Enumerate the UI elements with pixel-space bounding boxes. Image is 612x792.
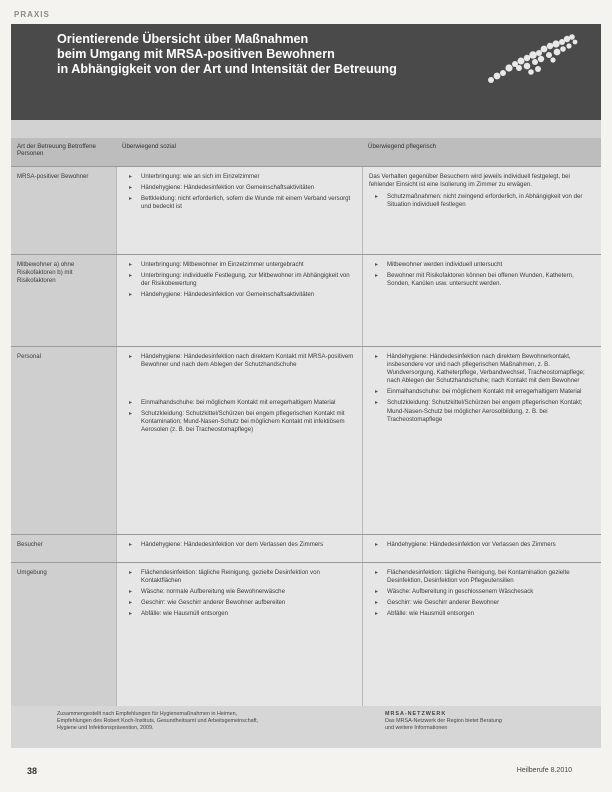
row-label: Mitbewohner a) ohne Risikofaktoren b) mit Risikofaktoren xyxy=(11,255,116,346)
page-title xyxy=(57,32,467,77)
nursing-cell xyxy=(362,167,601,254)
network-title: MRSA-NETZWERK xyxy=(385,711,447,717)
list-item: ▸ Händehygiene: Händedesinfektion nach direktem Bewohnerkontakt, insbesondere vor und nach pflegerischen Maßnahmen, z. B. Wundversorgung, Katheterpflege, Verbandwechsel, Tracheostomapflege; nach Ablegen der Schutzhandschuhe; nach Kontakt mit dem Bewohner xyxy=(369,353,595,385)
list-item: ▸ Wäsche: normale Aufbereitung wie Bewohnerwäsche xyxy=(123,588,356,596)
network-line: und weitere Informationen xyxy=(385,725,448,732)
list-item: ▸ Einmalhandschuhe: bei möglichem Kontakt mit erregerhaltigem Material xyxy=(123,399,356,407)
list-item: ▸ Einmalhandschuhe: bei möglichem Kontakt mit erregerhaltigem Material xyxy=(369,388,595,396)
network-note xyxy=(385,711,595,733)
list-item: ▸ Schutzkleidung: Schutzkittel/Schürzen bei engem pflegerischen Kontakt; Mund-Nasen-Schutz bei möglicher Aerosolbildung, z. B. bei Tracheostomapflege xyxy=(369,399,595,423)
social-cell xyxy=(116,535,362,562)
nursing-cell xyxy=(362,563,601,706)
list-item: ▸ Flächendesinfektion: tägliche Reinigung, bei Kontamination gezielte Desinfektion, Desinfektion von Pflegeutensilien xyxy=(369,569,595,585)
intro-bar xyxy=(11,120,601,138)
header-social: Überwiegend sozial xyxy=(122,143,176,150)
list-item: ▸ Flächendesinfektion: tägliche Reinigung, gezielte Desinfektion von Kontaktflächen xyxy=(123,569,356,585)
list-item: ▸ Mitbewohner werden individuell untersucht xyxy=(369,261,595,269)
list-item: ▸ Händehygiene: Händedesinfektion nach direktem Kontakt mit MRSA-positivem Bewohner und nach dem Ablegen der Schutzhandschuhe xyxy=(123,353,356,369)
source-line: Zusammengestellt nach Empfehlungen für Hygienemaßnahmen in Heimen, xyxy=(57,711,238,717)
section-label: PRAXIS xyxy=(14,10,50,19)
header-nursing: Überwiegend pflegerisch xyxy=(368,143,437,150)
title-line: Orientierende Übersicht über Maßnahmen xyxy=(57,32,309,46)
page-number: 38 xyxy=(27,766,38,776)
source-note xyxy=(57,711,357,733)
source-line: Hygiene und Infektionsprävention, 2009. xyxy=(57,725,154,732)
list-item: ▸ Händehygiene: Händedesinfektion vor Verlassen des Zimmers xyxy=(369,541,595,549)
social-cell xyxy=(116,167,362,254)
list-item: ▸ Händehygiene: Händedesinfektion vor Gemeinschaftsaktivitäten xyxy=(123,184,356,192)
list-item: ▸ Geschirr: wie Geschirr anderer Bewohner xyxy=(369,599,595,607)
table-row xyxy=(11,562,601,706)
row-label: Umgebung xyxy=(11,563,116,706)
list-item: ▸ Unterbringung: individuelle Festlegung, zur Mitbewohner im Abhängigkeit von der Risikobewertung xyxy=(123,272,356,288)
list-item: ▸ Schutzmaßnahmen: nicht zwingend erforderlich, in Abhängigkeit von der Situation individuell festlegen xyxy=(369,193,595,209)
network-line: Das MRSA-Netzwerk der Region bietet Beratung xyxy=(385,718,502,725)
list-item: ▸ Händehygiene: Händedesinfektion vor dem Verlassen des Zimmers xyxy=(123,541,356,549)
cell-text: Das Verhalten gegenüber Besuchern wird jeweils individuell festgelegt, bei fehlender Einsicht ist eine Isolierung im Zimmer zu erwägen. xyxy=(369,173,570,189)
list-item: ▸ Unterbringung: Mitbewohner im Einzelzimmer untergebracht xyxy=(123,261,356,269)
table-row xyxy=(11,534,601,562)
header-care-type: Art der Betreuung Betroffene Personen xyxy=(17,143,96,157)
social-cell xyxy=(116,563,362,706)
title-line: beim Umgang mit MRSA-positiven Bewohnern xyxy=(57,47,335,61)
table-header xyxy=(11,138,601,166)
list-item: ▸ Händehygiene: Händedesinfektion vor Gemeinschaftsaktivitäten xyxy=(123,291,356,299)
table-row xyxy=(11,254,601,346)
list-item: ▸ Abfälle: wie Hausmüll entsorgen xyxy=(369,610,595,618)
list-item: ▸ Unterbringung: wie an sich im Einzelzimmer xyxy=(123,173,356,181)
list-item: ▸ Geschirr: wie Geschirr anderer Bewohner aufbereiten xyxy=(123,599,356,607)
list-item: ▸ Wäsche: Aufbereitung in geschlossenem Wäschesack xyxy=(369,588,595,596)
nursing-cell xyxy=(362,255,601,346)
bacteria-photo xyxy=(471,28,587,94)
table-row xyxy=(11,346,601,534)
nursing-cell xyxy=(362,535,601,562)
row-label: MRSA-positiver Bewohner xyxy=(11,167,116,254)
row-label: Besucher xyxy=(11,535,116,562)
journal-name: Heilberufe 8.2010 xyxy=(516,767,572,774)
title-line: in Abhängigkeit von der Art und Intensität der Betreuung xyxy=(57,62,397,76)
social-cell xyxy=(116,347,362,534)
list-item: ▸ Abfälle: wie Hausmüll entsorgen xyxy=(123,610,356,618)
nursing-cell xyxy=(362,347,601,534)
source-line: Empfehlungen des Robert Koch-Instituts, Gesundheitsamt und Arbeitsgemeinschaft, xyxy=(57,718,259,725)
list-item: ▸ Schutzkleidung: Schutzkittel/Schürzen bei engem pflegerischen Kontakt mit Kontamination; Mund-Nasen-Schutz bei möglichem Kontakt mit infektiösem Aerosolen (z. B. bei Tracheostomapflege) xyxy=(123,410,356,434)
measures-table xyxy=(11,138,601,706)
table-row xyxy=(11,166,601,254)
list-item: ▸ Bewohner mit Risikofaktoren können bei offenen Wunden, Kathetern, Sonden, Kanülen usw. untersucht werden. xyxy=(369,272,595,288)
list-item: ▸ Bettkleidung: nicht erforderlich, sofern die Wunde mit einem Verband versorgt und bedeckt ist xyxy=(123,195,356,211)
social-cell xyxy=(116,255,362,346)
row-label: Personal xyxy=(11,347,116,534)
